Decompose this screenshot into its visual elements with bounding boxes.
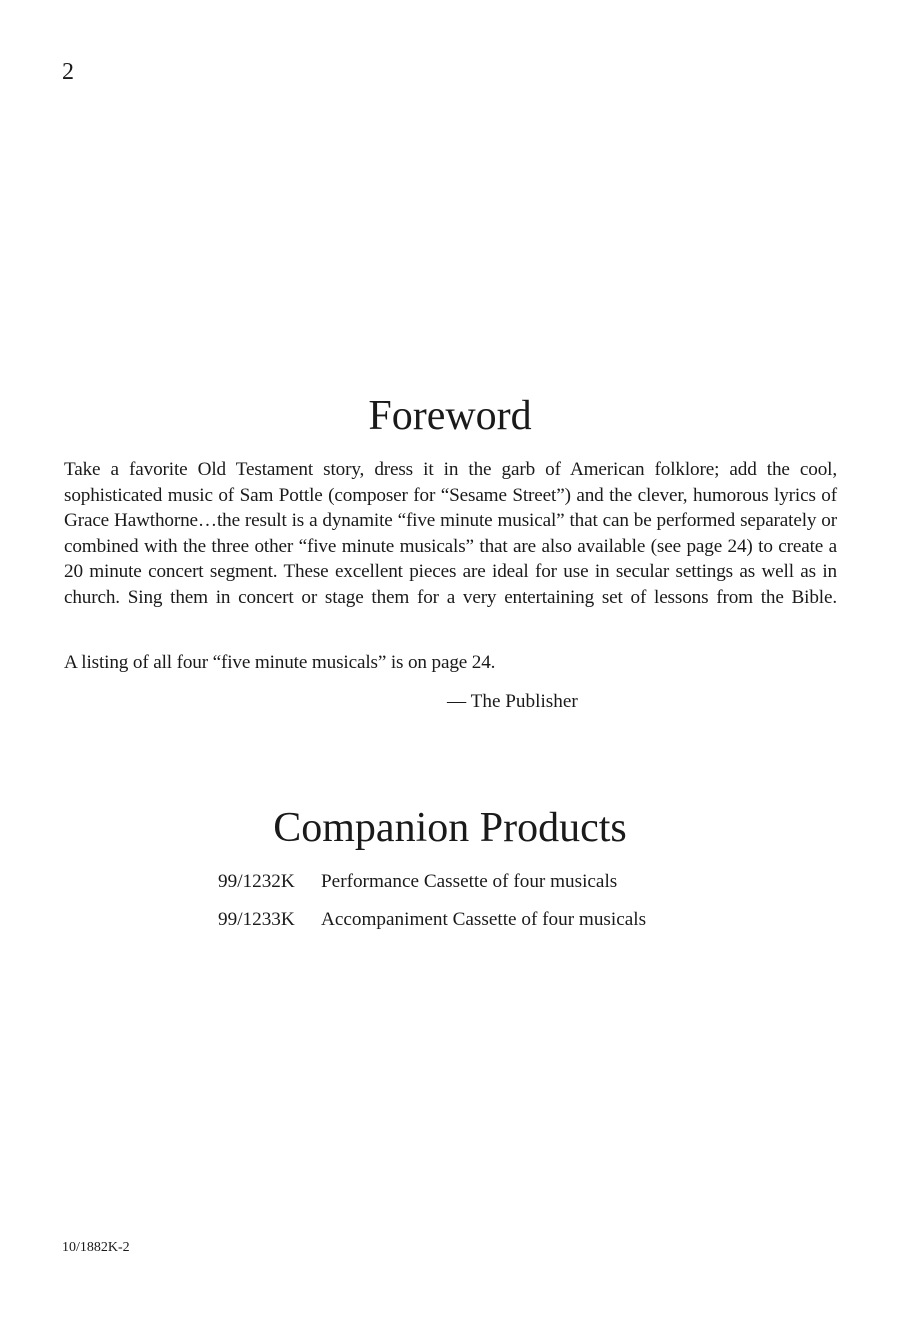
product-row: [218, 869, 646, 907]
catalog-footer-code: 10/1882K-2: [62, 1240, 130, 1255]
product-code: 99/1233K: [218, 909, 295, 930]
product-code: 99/1232K: [218, 871, 295, 892]
listing-note: A listing of all four “five minute musicals” is on page 24.: [64, 652, 496, 673]
companion-products-heading: Companion Products: [273, 805, 627, 851]
page-number: 2: [62, 59, 74, 85]
product-description: Performance Cassette of four musicals: [321, 871, 618, 892]
foreword-heading: Foreword: [368, 393, 532, 439]
product-description: Accompaniment Cassette of four musicals: [321, 909, 647, 930]
companion-product-list: [218, 869, 646, 945]
publisher-signature: — The Publisher: [447, 691, 578, 712]
product-row: [218, 907, 646, 945]
foreword-paragraph: Take a favorite Old Testament story, dress it in the garb of American folklore; add the cool, sophisticated music of Sam Pottle (composer for “Sesame Street”) and the clever, humorous lyrics of Grace Hawthorne…the result is a dynamite “five minute musical” that can be performed separately or combined with the three other “five minute musicals” that are also available (see page 24) to create a 20 minute concert segment. These excellent pieces are ideal for use in secular settings as well as in church. Sing them in concert or stage them for a very entertaining set of lessons from the Bible.: [64, 459, 837, 608]
